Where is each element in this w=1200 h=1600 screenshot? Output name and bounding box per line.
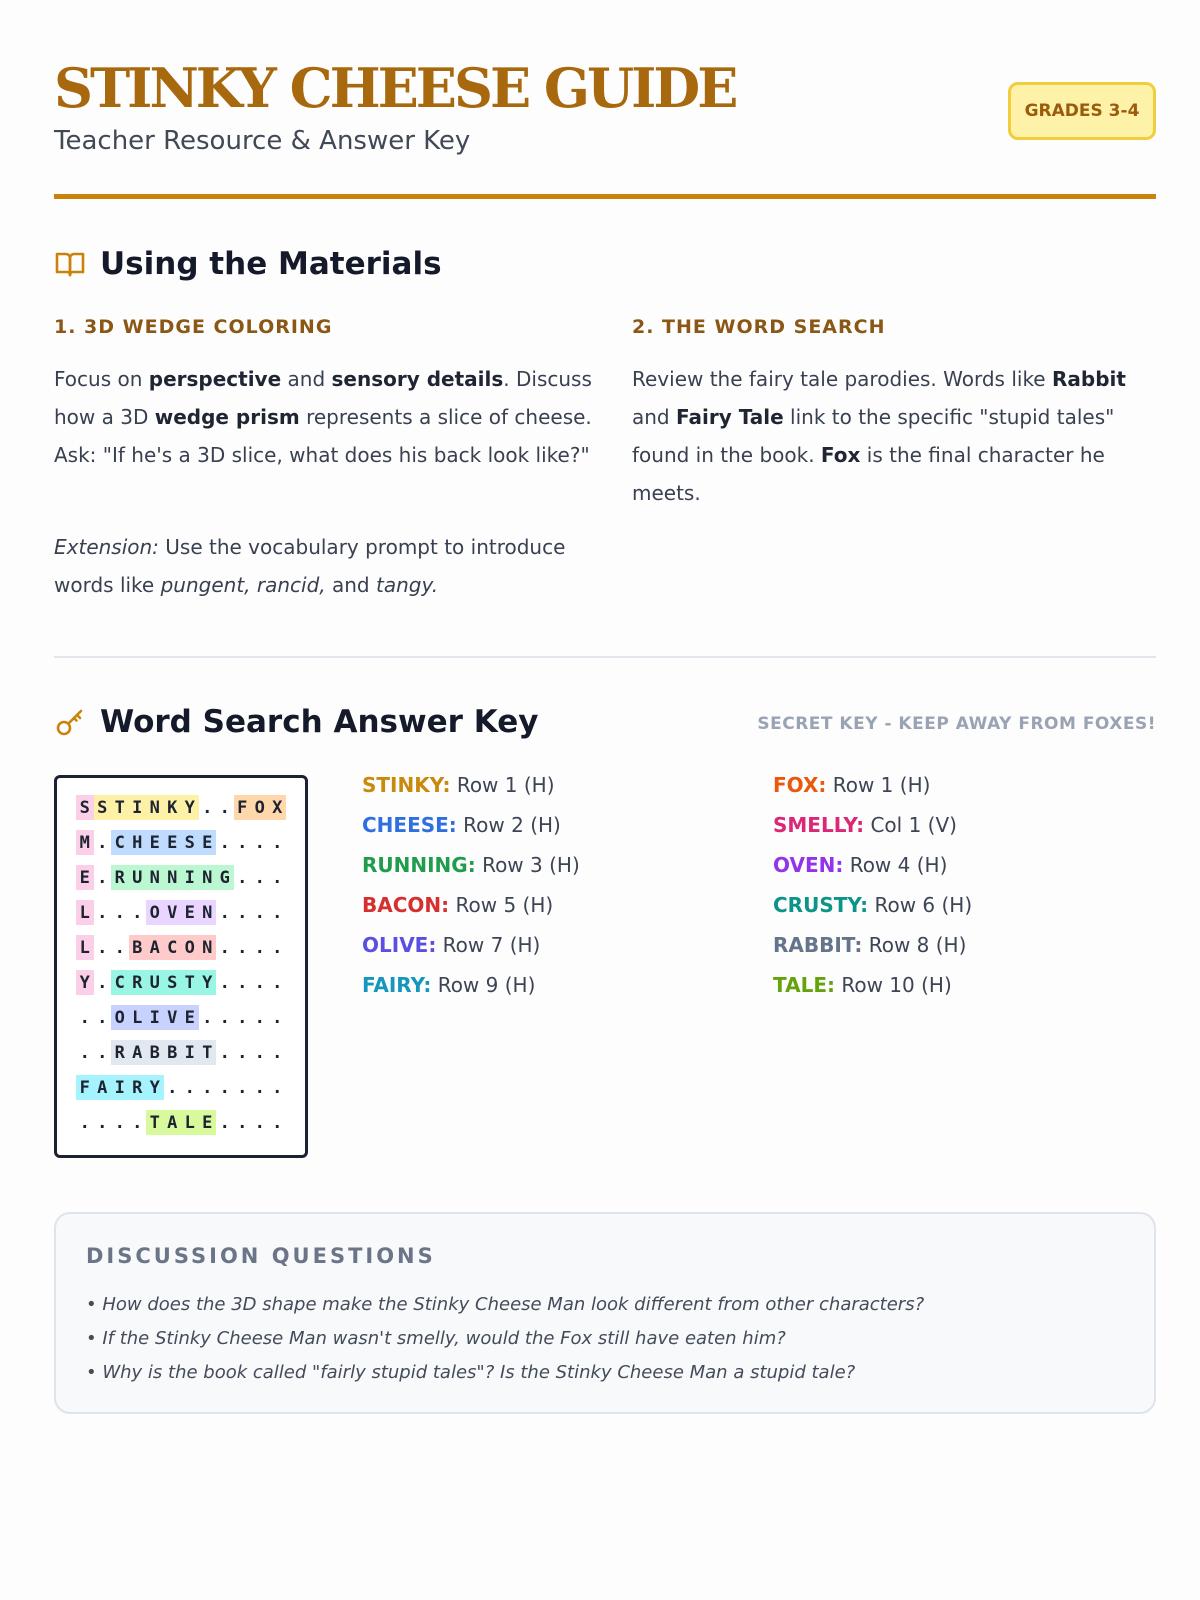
extension-paragraph: Extension: Use the vocabulary prompt to introduce words like pungent, rancid, and tangy.: [54, 535, 566, 597]
grid-cell: V: [164, 900, 182, 925]
grid-row: [76, 900, 305, 935]
grid-cell: R: [129, 970, 147, 995]
discussion-question: • Why is the book called "fairly stupid tales"? Is the Stinky Cheese Man a stupid tale?: [86, 1362, 856, 1383]
grid-cell: .: [79, 1042, 90, 1063]
grid-cell: .: [79, 1007, 90, 1028]
answer-item: [773, 773, 972, 813]
grid-cell: .: [219, 937, 230, 958]
grid-cell: C: [111, 830, 129, 855]
grid-cell: .: [272, 902, 283, 923]
grid-cell: .: [237, 937, 248, 958]
answer-location: Row 1 (H): [826, 773, 931, 797]
grid-cell: L: [181, 1110, 199, 1135]
grid-cell: L: [76, 935, 94, 960]
grid-cell: S: [164, 970, 182, 995]
grid-cell: U: [129, 865, 147, 890]
answer-location: Row 8 (H): [862, 933, 967, 957]
grid-cell: .: [132, 1112, 143, 1133]
grid-cell: .: [114, 1112, 125, 1133]
grid-cell: I: [111, 1075, 129, 1100]
answer-word: FAIRY:: [362, 973, 432, 997]
grid-cell: .: [219, 1042, 230, 1063]
answer-key-section-heading: [54, 704, 538, 740]
grid-cell: .: [254, 902, 265, 923]
answer-item: [362, 933, 580, 973]
grid-cell: N: [146, 795, 164, 820]
discussion-question: • If the Stinky Cheese Man wasn't smelly, would the Fox still have eaten him?: [86, 1328, 786, 1349]
grid-cell: I: [146, 1005, 164, 1030]
grid-cell: .: [219, 1077, 230, 1098]
grid-cell: .: [254, 1042, 265, 1063]
grid-cell: .: [272, 1112, 283, 1133]
grid-cell: .: [254, 1112, 265, 1133]
wordsearch-paragraph: Review the fairy tale parodies. Words like Rabbit and Fairy Tale link to the specific "stupid tales" found in the book. Fox is the final character he meets.: [632, 367, 1126, 505]
answer-item: [362, 773, 580, 813]
answer-location: Row 10 (H): [834, 973, 952, 997]
grid-cell: N: [199, 865, 217, 890]
secret-note: SECRET KEY - KEEP AWAY FROM FOXES!: [757, 714, 1156, 734]
grid-row: [76, 1075, 305, 1110]
answer-location: Row 2 (H): [456, 813, 561, 837]
answer-word: FOX:: [773, 773, 827, 797]
grid-cell: A: [94, 1075, 112, 1100]
grid-cell: .: [132, 902, 143, 923]
answer-list-right: [773, 773, 972, 1013]
grid-row: [76, 865, 305, 900]
grid-cell: O: [251, 795, 269, 820]
answer-location: Row 4 (H): [843, 853, 948, 877]
answer-item: [773, 853, 972, 893]
grid-cell: B: [129, 935, 147, 960]
grid-cell: .: [97, 1007, 108, 1028]
grid-cell: R: [111, 1040, 129, 1065]
grid-cell: V: [164, 1005, 182, 1030]
grid-cell: E: [199, 830, 217, 855]
grid-cell: K: [164, 795, 182, 820]
grid-cell: .: [202, 797, 213, 818]
key-icon: [54, 706, 86, 738]
grid-cell: E: [181, 1005, 199, 1030]
grid-cell: O: [146, 900, 164, 925]
grid-cell: B: [146, 1040, 164, 1065]
answer-word: SMELLY:: [773, 813, 865, 837]
grid-cell: .: [219, 797, 230, 818]
grid-cell: Y: [76, 970, 94, 995]
grid-cell: N: [146, 865, 164, 890]
grid-cell: .: [202, 1077, 213, 1098]
grid-cell: .: [254, 937, 265, 958]
answer-word: OLIVE:: [362, 933, 437, 957]
answer-item: [773, 893, 972, 933]
answer-location: Row 1 (H): [450, 773, 555, 797]
answer-list-left: [362, 773, 580, 1013]
grid-cell: .: [254, 1077, 265, 1098]
grid-cell: .: [114, 902, 125, 923]
answer-item: [773, 973, 972, 1013]
grid-row: [76, 1110, 305, 1145]
grid-cell: .: [184, 1077, 195, 1098]
answer-location: Row 9 (H): [431, 973, 536, 997]
answer-item: [362, 813, 580, 853]
grid-cell: S: [94, 795, 112, 820]
grid-cell: G: [216, 865, 234, 890]
grid-cell: .: [237, 902, 248, 923]
header-divider: [54, 194, 1156, 199]
grid-cell: A: [146, 935, 164, 960]
grid-cell: B: [164, 1040, 182, 1065]
grid-cell: E: [76, 865, 94, 890]
grid-cell: .: [254, 1007, 265, 1028]
grid-cell: R: [129, 1075, 147, 1100]
grid-cell: .: [237, 1112, 248, 1133]
grid-cell: E: [181, 900, 199, 925]
answer-word: OVEN:: [773, 853, 844, 877]
answer-key-heading: Word Search Answer Key: [100, 704, 539, 740]
grid-cell: .: [272, 1007, 283, 1028]
answer-word: BACON:: [362, 893, 450, 917]
answer-word: CHEESE:: [362, 813, 457, 837]
grid-cell: F: [234, 795, 252, 820]
grid-cell: .: [97, 972, 108, 993]
answer-location: Col 1 (V): [864, 813, 957, 837]
grid-cell: .: [272, 832, 283, 853]
page-subtitle: Teacher Resource & Answer Key: [54, 126, 471, 156]
grid-cell: .: [237, 832, 248, 853]
grid-cell: Y: [146, 1075, 164, 1100]
materials-section-heading: [54, 246, 442, 282]
grid-cell: .: [97, 1042, 108, 1063]
grid-cell: I: [181, 1040, 199, 1065]
grid-cell: .: [237, 1042, 248, 1063]
grid-cell: .: [114, 937, 125, 958]
answer-location: Row 7 (H): [436, 933, 541, 957]
grid-cell: F: [76, 1075, 94, 1100]
grid-cell: T: [199, 1040, 217, 1065]
answer-item: [362, 973, 580, 1013]
grid-cell: .: [237, 1007, 248, 1028]
grid-cell: .: [219, 972, 230, 993]
book-open-icon: [54, 248, 86, 280]
answer-word: RUNNING:: [362, 853, 476, 877]
grid-cell: .: [237, 867, 248, 888]
grid-cell: X: [269, 795, 287, 820]
grid-cell: .: [272, 1077, 283, 1098]
grid-cell: .: [272, 972, 283, 993]
grid-cell: Y: [199, 970, 217, 995]
grid-cell: .: [254, 867, 265, 888]
grid-cell: E: [146, 830, 164, 855]
grid-cell: T: [146, 1110, 164, 1135]
grid-cell: .: [202, 1007, 213, 1028]
discussion-box: [54, 1212, 1156, 1414]
grid-row: [76, 795, 305, 830]
grid-cell: .: [237, 1077, 248, 1098]
discussion-question: • How does the 3D shape make the Stinky Cheese Man look different from other characters?: [86, 1294, 925, 1315]
grid-cell: .: [97, 1112, 108, 1133]
grid-cell: R: [111, 865, 129, 890]
grid-cell: T: [181, 970, 199, 995]
grid-row: [76, 935, 305, 970]
grid-cell: .: [237, 972, 248, 993]
grid-cell: L: [76, 900, 94, 925]
grid-cell: .: [219, 1007, 230, 1028]
grid-cell: E: [199, 1110, 217, 1135]
answer-location: Row 6 (H): [868, 893, 973, 917]
answer-location: Row 3 (H): [475, 853, 580, 877]
grid-cell: Y: [181, 795, 199, 820]
grid-cell: M: [76, 830, 94, 855]
grid-cell: A: [164, 1110, 182, 1135]
grid-cell: .: [219, 832, 230, 853]
coloring-title: 1. 3D WEDGE COLORING: [54, 316, 333, 338]
wordsearch-title: 2. THE WORD SEARCH: [632, 316, 886, 338]
answer-location: Row 5 (H): [449, 893, 554, 917]
grid-cell: H: [129, 830, 147, 855]
materials-heading: Using the Materials: [100, 246, 442, 282]
answer-word: RABBIT:: [773, 933, 863, 957]
grid-cell: S: [76, 795, 94, 820]
grid-cell: T: [111, 795, 129, 820]
grid-cell: .: [97, 867, 108, 888]
grid-cell: .: [97, 902, 108, 923]
grid-cell: .: [254, 832, 265, 853]
coloring-paragraph: Focus on perspective and sensory details. Discuss how a 3D wedge prism represents a slice of cheese. Ask: "If he's a 3D slice, what does his back look like?": [54, 367, 592, 467]
grid-cell: I: [129, 795, 147, 820]
grid-cell: I: [181, 865, 199, 890]
answer-word: STINKY:: [362, 773, 451, 797]
grid-cell: .: [167, 1077, 178, 1098]
grid-cell: C: [111, 970, 129, 995]
grid-cell: O: [181, 935, 199, 960]
grid-cell: E: [164, 830, 182, 855]
page-title: STINKY CHEESE GUIDE: [54, 56, 736, 120]
discussion-title: DISCUSSION QUESTIONS: [86, 1244, 436, 1268]
grid-row: [76, 1005, 305, 1040]
grid-cell: .: [97, 937, 108, 958]
grid-cell: N: [164, 865, 182, 890]
grid-cell: .: [79, 1112, 90, 1133]
grid-cell: .: [219, 1112, 230, 1133]
grid-cell: U: [146, 970, 164, 995]
grid-cell: N: [199, 900, 217, 925]
word-search-grid: [54, 775, 308, 1158]
grid-cell: .: [97, 832, 108, 853]
answer-item: [362, 853, 580, 893]
grade-badge: GRADES 3-4: [1008, 82, 1156, 140]
grid-cell: N: [199, 935, 217, 960]
grid-cell: A: [129, 1040, 147, 1065]
answer-word: TALE:: [773, 973, 835, 997]
grid-row: [76, 830, 305, 865]
grid-cell: .: [272, 867, 283, 888]
section-divider: [54, 656, 1156, 658]
grid-row: [76, 970, 305, 1005]
answer-item: [773, 813, 972, 853]
grid-cell: L: [129, 1005, 147, 1030]
grid-cell: .: [254, 972, 265, 993]
grid-row: [76, 1040, 305, 1075]
answer-word: CRUSTY:: [773, 893, 869, 917]
grid-cell: .: [272, 937, 283, 958]
grid-cell: .: [219, 902, 230, 923]
grid-cell: C: [164, 935, 182, 960]
grid-cell: .: [272, 1042, 283, 1063]
grid-cell: O: [111, 1005, 129, 1030]
answer-item: [773, 933, 972, 973]
answer-item: [362, 893, 580, 933]
grid-cell: S: [181, 830, 199, 855]
